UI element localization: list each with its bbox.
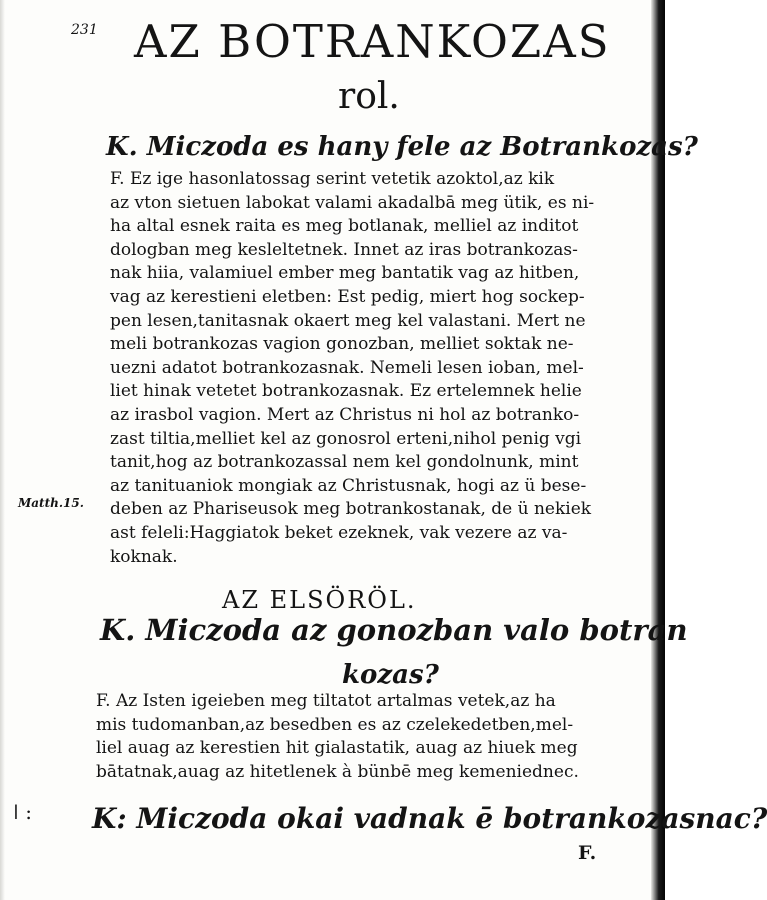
page-left-edge [0,0,5,900]
answer-2-line: liel auag az kerestien hit gialastatik, auag az hiuek meg [96,738,578,759]
answer-1-line: az vton sietuen labokat valami akadalbā meg ütik, es ni- [110,192,595,213]
question-2-continuation: kozas? [342,660,439,690]
page-title: AZ BOTRANKOZAS [134,15,611,68]
page-subtitle: rol. [338,76,400,117]
page-number: 231 [71,22,98,38]
answer-1-line: koknak. [110,546,178,567]
answer-2-line: F. Az Isten igeieben meg tiltatot artalmas vetek,az ha [96,691,556,711]
answer-1-line: ha altal esnek raita es meg botlanak, melliel az inditot [110,216,579,237]
question-3: K: Miczoda okai vadnak ē botrankozasnac? [92,802,767,835]
answer-1-line: az irasbol vagion. Mert az Christus ni hol az botranko- [110,404,580,425]
answer-1-line: liet hinak vetetet botrankozasnak. Ez ertelemnek helie [110,381,582,402]
answer-2-line: mis tudomanban,az besedben es az czelekedetben,mel- [96,714,574,735]
answer-1-line: zast tiltia,melliet kel az gonosrol erteni,nihol penig vgi [110,428,582,449]
answer-1 [110,168,650,569]
answer-1-line: meli botrankozas vagion gonozban, melliet soktak ne- [110,334,574,355]
answer-1-line: deben az Phariseusok meg botrankostanak, de ü nekiek [110,499,592,520]
answer-1-line: nak hiia, valamiuel ember meg bantatik vag az hitben, [110,263,580,284]
section-heading: AZ ELSÖRÖL. [222,586,417,614]
answer-2 [96,690,636,784]
answer-1-line: pen lesen,tanitasnak okaert meg kel valastani. Mert ne [110,310,586,331]
question-2: K. Miczoda az gonozban valo botran [100,613,688,647]
answer-1-line: F. Ez ige hasonlatossag serint vetetik azoktol,az kik [110,169,555,189]
catchword: F. [578,842,597,864]
answer-2-line: bātatnak,auag az hitetlenek à bünbē meg kemeniednec. [96,761,579,782]
answer-1-line: uezni adatot botrankozasnak. Nemeli lesen ioban, mel- [110,357,584,378]
margin-mark: ǀ : [13,800,32,824]
question-1: K. Miczoda es hany fele az Botrankozas? [106,132,698,162]
answer-1-line: dologban meg kesleltetnek. Innet az iras botrankozas- [110,239,578,260]
answer-1-line: az tanituaniok mongiak az Christusnak, hogi az ü bese- [110,475,587,496]
answer-1-line: ast feleli:Haggiatok beket ezeknek, vak vezere az va- [110,522,568,543]
margin-note: Matth.15. [18,496,84,510]
answer-1-line: vag az kerestieni eletben: Est pedig, miert hog sockep- [110,286,585,307]
answer-1-line: tanit,hog az botrankozassal nem kel gondolnunk, mint [110,452,579,473]
